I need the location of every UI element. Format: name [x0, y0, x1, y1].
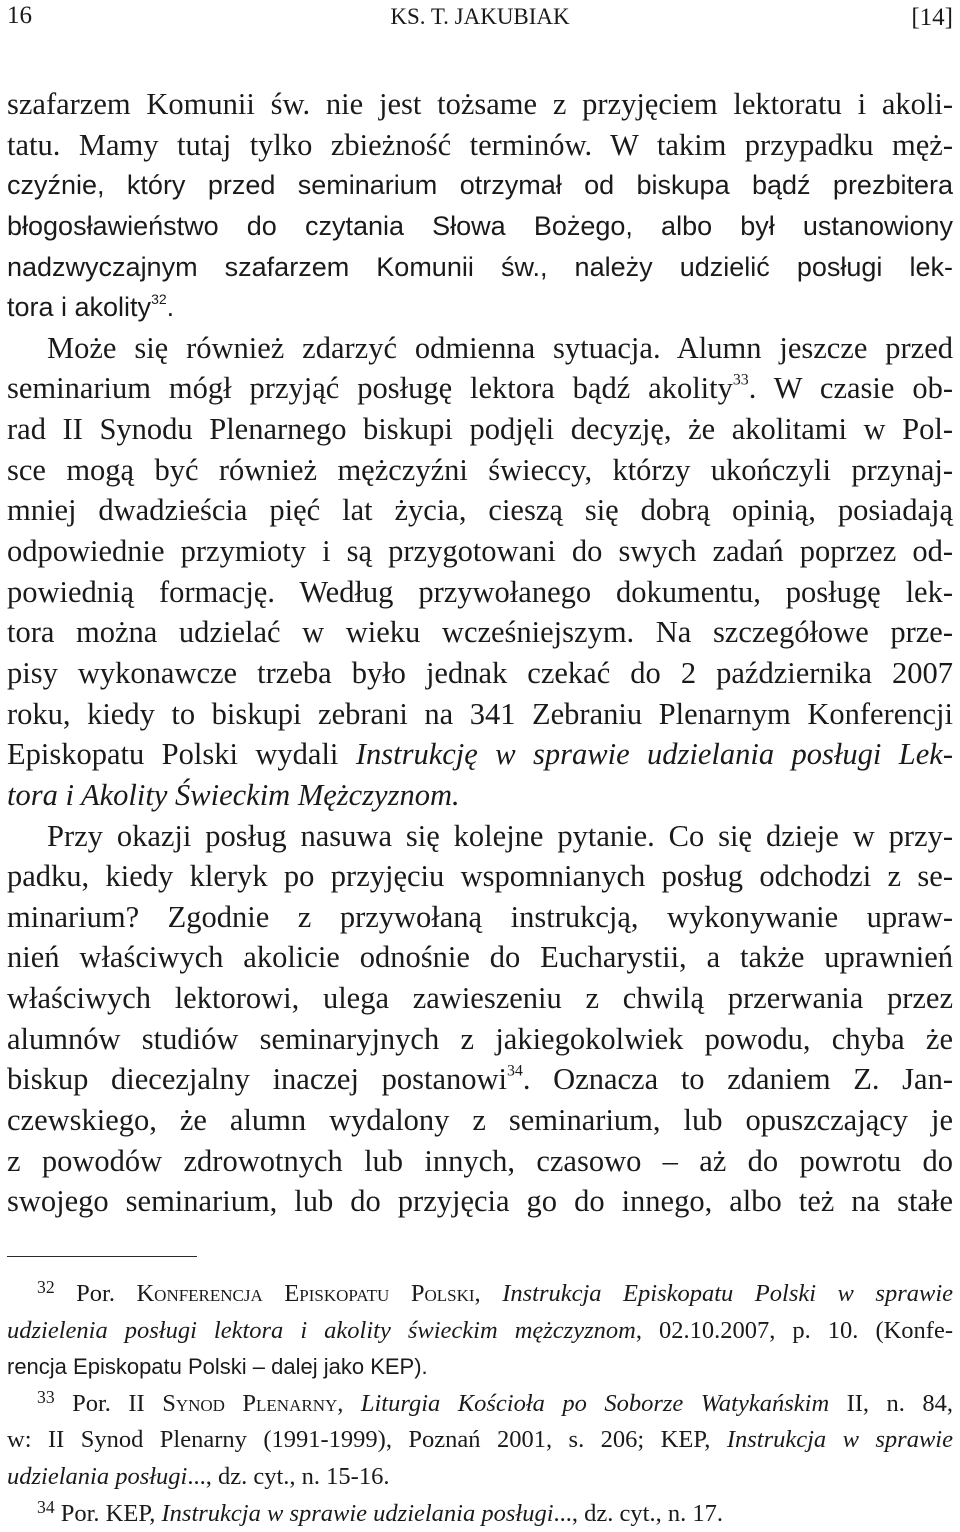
section-bracket-number: [14] [911, 4, 953, 31]
instruction-title: Instrukcję w sprawie udzielania posługi Lek- [355, 737, 954, 772]
text-line: roku, kiedy to biskupi zebrani na 341 Zebraniu Plenarnym Konferencji [7, 696, 953, 731]
running-header [7, 2, 953, 32]
text-line: swojego seminarium, lub do przyjęcia go do innego, albo też na stałe [7, 1184, 953, 1219]
footnote-separator [7, 1256, 197, 1257]
footnote-34: $^{34}$ Por. KEP, Instrukcja w sprawie udzielania posługi..., dz. cyt., n. 17. [37, 1496, 723, 1527]
text-line: czyźnie, który przed seminarium otrzymał od biskupa bądź prezbitera [7, 170, 953, 201]
footnote-line: w: II Synod Plenarny (1991-1999), Poznań 2001, s. 206; KEP, Instrukcja w sprawie [7, 1426, 953, 1454]
main-text [7, 84, 953, 1222]
footnote-line: udzielenia posługi lektora i akolity świeckim mężczyznom, 02.10.2007, p. 10. (Konfe- [7, 1316, 953, 1344]
running-title: KS. T. JAKUBIAK [390, 4, 570, 29]
text-line: Episkopatu Polski wydali Instrukcję w sprawie udzielania posługi Lek- [7, 737, 954, 772]
text-line: tatu. Mamy tutaj tylko zbieżność terminów. W takim przypadku męż- [7, 127, 953, 162]
text-line: tora i akolity$^{32}$. [7, 291, 175, 323]
text-line: Przy okazji posług nasuwa się kolejne pytanie. Co się dzieje w przy- [47, 818, 953, 853]
text-line: nień właściwych akolicie odnośnie do Eucharystii, a także uprawnień [7, 940, 953, 975]
text-line: padku, kiedy kleryk po przyjęciu wspomnianych posług odchodzi z se- [7, 859, 953, 894]
text-line: odpowiednie przymioty i są przygotowani do swych zadań poprzez od- [7, 534, 953, 569]
text-line: seminarium mógł przyjąć posługę lektora bądź akolity$^{33}$. W czasie ob- [7, 371, 953, 406]
text-line: błogosławieństwo do czytania Słowa Bożego, albo był ustanowiony [7, 210, 953, 241]
footnote-32: $^{32}$ Por. Konferencja Episkopatu Polski, Instrukcja Episkopatu Polski w sprawie [37, 1277, 953, 1307]
footnotes [7, 1276, 953, 1532]
text-line: rad II Synodu Plenarnego biskupi podjęli decyzję, że akolitami w Pol- [7, 412, 953, 447]
text-line: sce mogą być również mężczyźni świeccy, którzy ukończyli przynaj- [7, 452, 953, 487]
footnote-line: udzielania posługi..., dz. cyt., n. 15-16. [7, 1462, 390, 1490]
text-line: z powodów zdrowotnych lub innych, czasowo – aż do powrotu do [7, 1143, 953, 1178]
text-line: nadzwyczajnym szafarzem Komunii św., należy udzielić posługi lek- [7, 251, 953, 282]
text-line: czewskiego, że alumn wydalony z seminarium, lub opuszczający je [7, 1103, 953, 1138]
page-number: 16 [7, 2, 32, 29]
text-line: właściwych lektorowi, ulega zawieszeniu z chwilą przerwania przez [7, 981, 953, 1016]
footnote-ref-34[interactable]: 34 [507, 1062, 523, 1080]
text-line: Może się również zdarzyć odmienna sytuacja. Alumn jeszcze przed [47, 330, 953, 365]
footnote-33: $^{33}$ Por. II Synod Plenarny, Liturgia Kościoła po Soborze Watykańskim II, n. 84, [37, 1386, 954, 1417]
text-line: szafarzem Komunii św. nie jest tożsame z przyjęciem lektoratu i akoli- [7, 87, 953, 121]
text-line: alumnów studiów seminaryjnych z jakiegokolwiek powodu, chyba że [7, 1021, 953, 1056]
footnote-ref-33[interactable]: 33 [732, 372, 749, 390]
text-line: biskup diecezjalny inaczej postanowi$^{34}$. Oznacza to zdaniem Z. Jan- [7, 1062, 953, 1097]
text-line: tora można udzielać w wieku wcześniejszym. Na szczegółowe prze- [7, 615, 953, 650]
text-line: minarium? Zgodnie z przywołaną instrukcją, wykonywanie upraw- [7, 899, 953, 934]
footnote-line: rencja Episkopatu Polski – dalej jako KEP). [7, 1354, 428, 1380]
text-line: tora i Akolity Świeckim Mężczyznom. [7, 777, 460, 812]
text-line: powiednią formację. Według przywołanego dokumentu, posługę lek- [7, 574, 953, 609]
text-line: pisy wykonawcze trzeba było jednak czekać do 2 października 2007 [7, 655, 953, 690]
text-line: mniej dwadzieścia pięć lat życia, cieszą się dobrą opinią, posiadają [7, 493, 953, 528]
footnote-ref-32[interactable]: 32 [151, 291, 167, 308]
